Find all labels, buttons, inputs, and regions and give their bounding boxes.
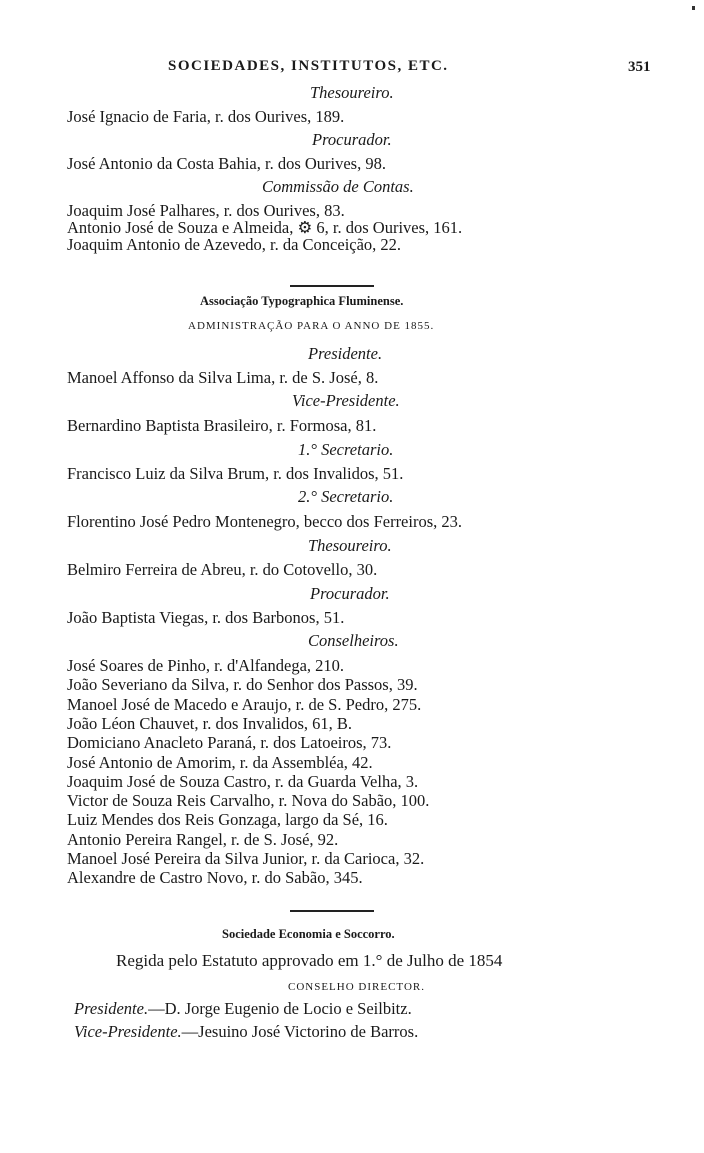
member-entry: João Léon Chauvet, r. dos Invalidos, 61, B.	[67, 713, 353, 733]
statute-note: Regida pelo Estatuto approvado em 1.° de Julho de 1854	[116, 951, 503, 970]
member-entry: Francisco Luiz da Silva Brum, r. dos Invalidos, 51.	[67, 464, 404, 483]
member-entry: Manoel Affonso da Silva Lima, r. de S. José, 8.	[67, 368, 379, 387]
member-entry: José Ignacio de Faria, r. dos Ourives, 189.	[67, 107, 345, 126]
section-subtitle: CONSELHO DIRECTOR.	[288, 981, 425, 993]
member-entry: Joaquim José de Souza Castro, r. da Guarda Velha, 3.	[67, 771, 419, 791]
role-heading: Thesoureiro.	[308, 536, 392, 555]
member-entry: José Antonio da Costa Bahia, r. dos Ourives, 98.	[67, 154, 386, 173]
member-entry: Belmiro Ferreira de Abreu, r. do Cotovello, 30.	[67, 560, 378, 579]
officer-role: Presidente.	[74, 999, 149, 1018]
role-heading: Procurador.	[310, 584, 390, 603]
member-entry: Antonio José de Souza e Almeida, ⚙ 6, r. dos Ourives, 161.	[67, 218, 463, 237]
officer-entry	[74, 1023, 418, 1041]
role-heading: Commissão de Contas.	[262, 177, 414, 196]
page-number: 351	[628, 59, 651, 75]
role-heading: 2.° Secretario.	[298, 487, 394, 506]
member-entry: José Antonio de Amorim, r. da Assembléa, 42.	[67, 752, 373, 772]
member-entry: Joaquim Antonio de Azevedo, r. da Conceição, 22.	[67, 235, 402, 254]
member-entry: José Soares de Pinho, r. d'Alfandega, 210.	[67, 656, 345, 675]
member-entry: Joaquim José Palhares, r. dos Ourives, 83.	[67, 201, 345, 220]
role-heading: 1.° Secretario.	[298, 440, 394, 459]
member-entry: Manoel José de Macedo e Araujo, r. de S. Pedro, 275.	[67, 694, 422, 714]
member-entry: João Severiano da Silva, r. do Senhor dos Passos, 39.	[67, 675, 418, 695]
officer-entry	[74, 1000, 412, 1018]
member-entry: Bernardino Baptista Brasileiro, r. Formosa, 81.	[67, 416, 377, 435]
officer-name: —Jesuino José Victorino de Barros.	[181, 1022, 419, 1041]
role-heading: Conselheiros.	[308, 631, 399, 650]
running-header: SOCIEDADES, INSTITUTOS, ETC.	[168, 58, 449, 74]
section-divider	[290, 285, 374, 287]
member-entry: Luiz Mendes dos Reis Gonzaga, largo da Sé, 16.	[67, 810, 388, 830]
officer-name: —D. Jorge Eugenio de Locio e Seilbitz.	[148, 999, 412, 1018]
member-entry: Domiciano Anacleto Paraná, r. dos Latoeiros, 73.	[67, 733, 392, 753]
role-heading: Vice-Presidente.	[292, 391, 400, 410]
section-title: Sociedade Economia e Soccorro.	[222, 927, 395, 941]
member-entry: Victor de Souza Reis Carvalho, r. Nova do Sabão, 100.	[67, 791, 430, 811]
member-entry: Antonio Pereira Rangel, r. de S. José, 92.	[67, 829, 339, 849]
member-entry: Alexandre de Castro Novo, r. do Sabão, 345.	[67, 868, 363, 888]
role-heading: Procurador.	[312, 130, 392, 149]
role-heading: Presidente.	[308, 344, 383, 363]
section-subtitle: ADMINISTRAÇÃO PARA O ANNO DE 1855.	[188, 320, 435, 332]
member-entry: Florentino José Pedro Montenegro, becco dos Ferreiros, 23.	[67, 512, 463, 531]
role-heading: Thesoureiro.	[310, 83, 394, 102]
officer-role: Vice-Presidente.	[74, 1022, 182, 1041]
member-entry: João Baptista Viegas, r. dos Barbonos, 51.	[67, 608, 345, 627]
section-divider	[290, 910, 374, 912]
section-title: Associação Typographica Fluminense.	[200, 294, 404, 308]
member-entry: Manoel José Pereira da Silva Junior, r. da Carioca, 32.	[67, 849, 425, 868]
scan-speck	[692, 6, 695, 10]
